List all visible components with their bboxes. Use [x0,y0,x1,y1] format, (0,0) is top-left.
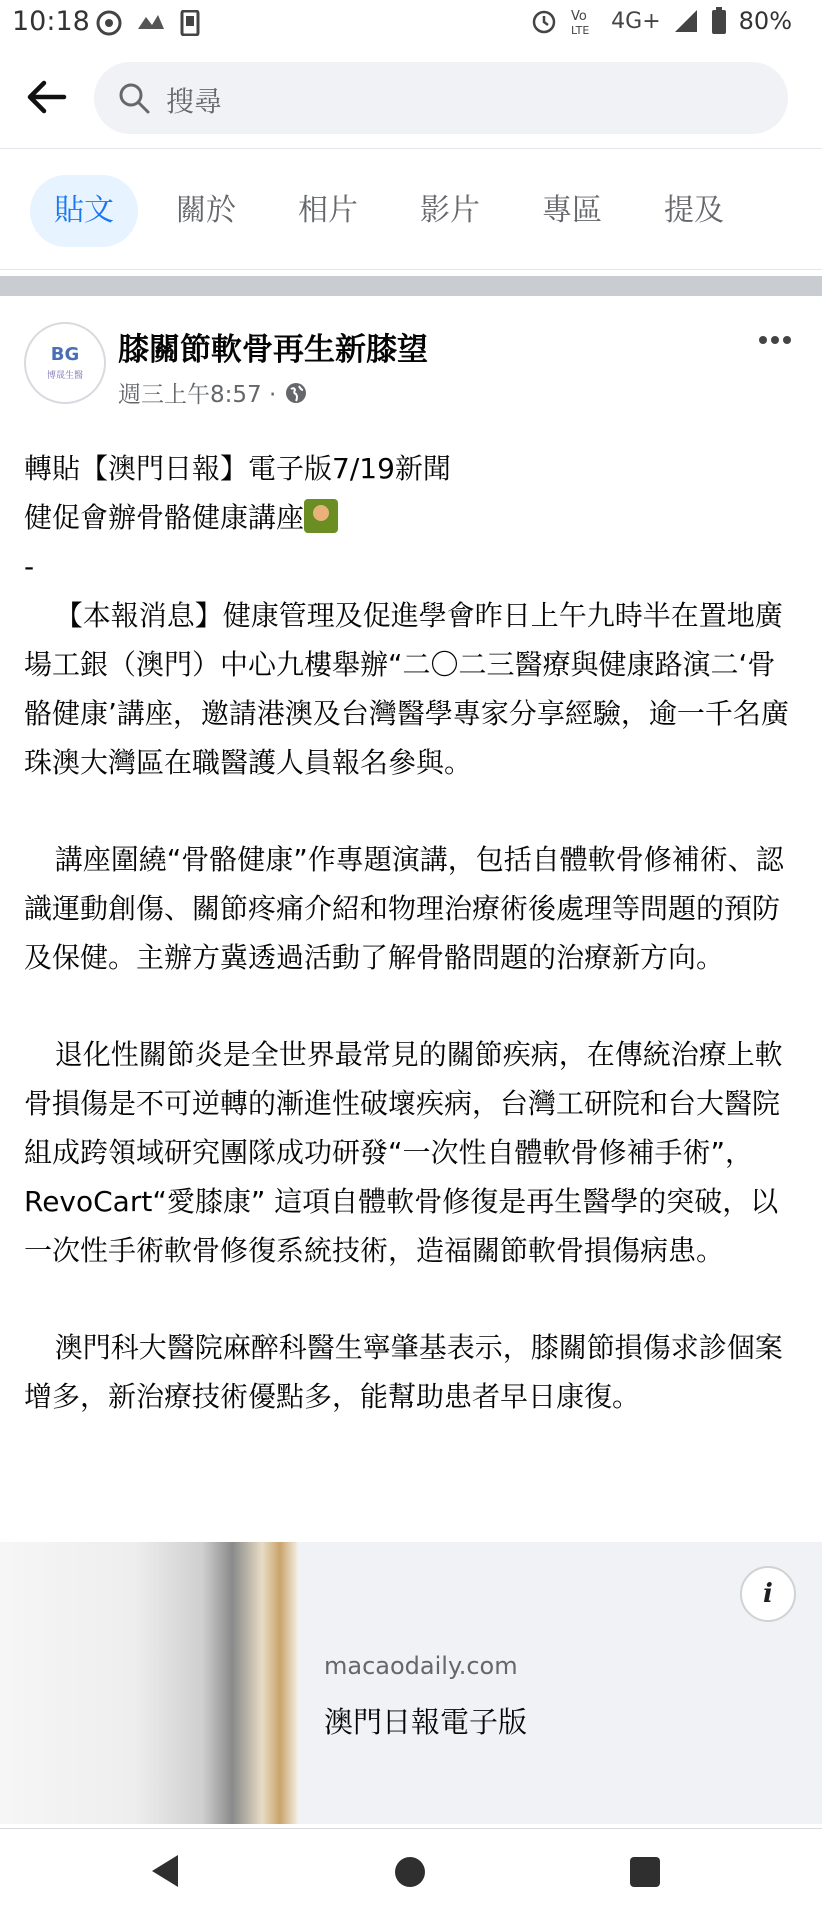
back-button[interactable] [22,74,72,124]
search-icon [116,80,152,116]
status-left-icons [96,10,200,36]
search-placeholder: 搜尋 [166,85,223,118]
tab-mentions[interactable]: 提及 [664,193,724,228]
post-paragraph: 澳門科大醫院麻醉科醫生寧肇基表示，膝關節損傷求診個案增多，新治療技術優點多，能幫助患者早日康復。 [24,1331,783,1413]
link-thumbnail [0,1542,298,1824]
link-domain: macaodaily.com [324,1652,518,1680]
link-preview-card[interactable] [0,1542,822,1824]
nav-back-button[interactable] [152,1855,178,1887]
search-row [0,56,822,142]
avatar-logo-subtext: 博晟生醫 [46,371,83,381]
status-bar [0,0,822,46]
globe-icon [284,381,308,405]
post-header [0,310,822,420]
tab-posts[interactable]: 貼文 [30,175,138,247]
nav-home-button[interactable] [395,1857,425,1887]
svg-text:Vo: Vo [571,9,588,24]
tablet-icon [180,10,200,36]
post-meta [118,376,308,409]
section-divider [0,276,822,296]
status-time: 10:18 [12,6,90,37]
tab-about[interactable]: 關於 [176,193,236,228]
link-title: 澳門日報電子版 [324,1705,528,1739]
tab-community[interactable]: 專區 [542,193,602,228]
post-paragraph: 【本報消息】健康管理及促進學會昨日上午九時半在置地廣場工銀（澳門）中心九樓舉辦“二〇二三醫療與健康路演二‘骨骼健康’講座，邀請港澳及台灣醫學專家分享經驗，逾一千名廣珠澳大灣區在職醫護人員報名參與。 [24,599,789,779]
post-line-subtitle [24,493,798,542]
post-paragraph: 講座圍繞“骨骼健康”作專題演講，包括自體軟骨修補術、認識運動創傷、關節疼痛介紹和物理治療術後處理等問題的預防及保健。主辦方冀透過活動了解骨骼問題的治療新方向。 [24,843,784,974]
signal-icon [673,8,699,34]
post-subtitle-text: 健促會辦骨骼健康講座 [24,501,305,534]
battery-level: 80% [738,7,792,35]
avatar[interactable] [24,322,106,404]
post-body [24,444,798,1421]
network-type: 4G+ [611,8,661,34]
alarm-icon [531,8,557,34]
back-arrow-icon [24,74,70,120]
status-right-icons [531,6,792,36]
avatar-logo-text: BG [50,344,80,365]
post-timestamp[interactable]: 週三上午8:57 · [118,382,277,408]
volte-icon [569,6,599,36]
post-line-dash: - [24,550,35,583]
post-paragraph: 退化性關節炎是全世界最常見的關節疾病，在傳統治療上軟骨損傷是不可逆轉的漸進性破壞疾病，台灣工研院和台大醫院組成跨領域研究團隊成功研發“一次性自體軟骨修補手術”，RevoCart“愛膝康” 這項自體軟骨修復是再生醫學的突破，以一次性手術軟骨修復系統技術，造福關節軟骨損傷病患。 [24,1038,783,1267]
more-options-button[interactable] [758,324,792,345]
search-input[interactable] [94,62,788,134]
system-nav-bar [0,1828,822,1921]
info-button[interactable]: i [740,1566,796,1622]
nav-recents-button[interactable] [630,1857,660,1887]
page-tabs [0,148,822,270]
svg-text:LTE: LTE [571,24,590,36]
teacher-emoji-icon [304,499,338,533]
battery-icon [711,7,727,35]
more-dots-icon [758,335,792,345]
post-line-headline: 轉貼【澳門日報】電子版7/19新聞 [24,452,451,485]
app-icon [136,11,166,35]
page-name[interactable]: 膝關節軟骨再生新膝望 [118,332,428,368]
tab-videos[interactable]: 影片 [420,193,480,228]
whatsapp-icon [96,10,122,36]
tab-photos[interactable]: 相片 [298,193,358,228]
